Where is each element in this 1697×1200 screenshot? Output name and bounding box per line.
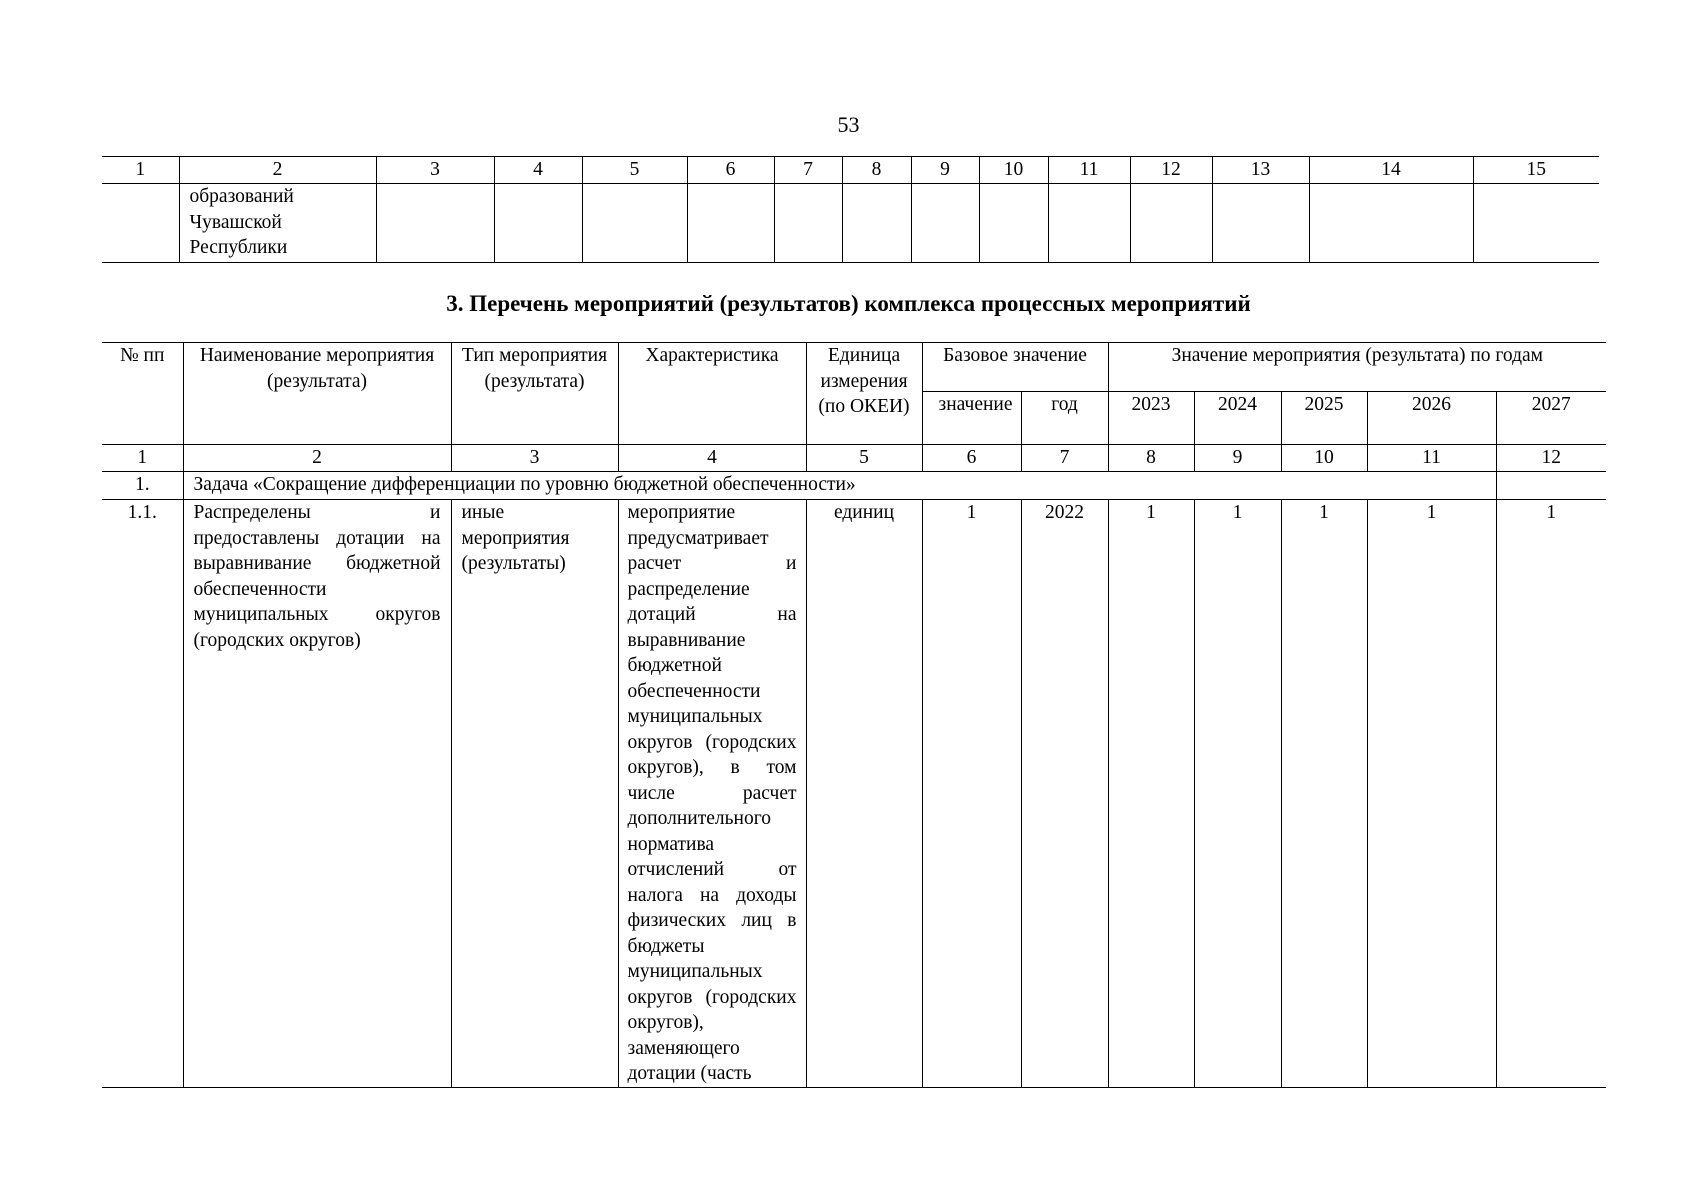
row-characteristic: мероприятие предусматривает расчет и распределение дотаций на выравнивание бюджетной обеспеченности муниципальных округов (городских округов), в том числе расчет дополнительного норматива отчислений от налога на доходы физических лиц в бюджеты муниципальных округов (городских округов), заменяющего дотации (часть: [618, 500, 806, 1088]
table-cell: [1496, 472, 1606, 500]
header-unit: Единица измерения (по ОКЕИ): [806, 343, 922, 445]
table-cell: образований Чувашской Республики: [179, 184, 376, 263]
header-year: 2024: [1194, 392, 1281, 445]
column-number: 12: [1496, 445, 1606, 472]
header-values-by-year: Значение мероприятия (результата) по годам: [1108, 343, 1606, 392]
header-year: 2026: [1367, 392, 1496, 445]
table-row: [102, 184, 1599, 263]
table-cell: [1048, 184, 1130, 263]
table-cell: [842, 184, 911, 263]
column-number: 5: [806, 445, 922, 472]
row-num: 1.1.: [102, 500, 183, 1088]
section-title: 3. Перечень мероприятий (результатов) комплекса процессных мероприятий: [446, 291, 1251, 316]
header-characteristic: Характеристика: [618, 343, 806, 445]
table-row: [102, 500, 1606, 1088]
task-row: [102, 472, 1606, 500]
table-cell: [774, 184, 842, 263]
row-unit: единиц: [806, 500, 922, 1088]
column-number: 7: [1021, 445, 1108, 472]
column-number: 6: [687, 157, 774, 184]
column-number: 1: [102, 157, 179, 184]
column-number: 14: [1309, 157, 1473, 184]
row-base-value: 1: [922, 500, 1021, 1088]
column-number: 8: [1108, 445, 1194, 472]
table-cell: [494, 184, 582, 263]
row-name: Распределены и предоставлены дотации на выравнивание бюджетной обеспеченности муниципальных округов (городских округов): [183, 500, 451, 1088]
column-number: 11: [1367, 445, 1496, 472]
header-base-year: год: [1021, 392, 1108, 445]
column-number: 15: [1473, 157, 1599, 184]
continuation-table: [102, 156, 1599, 263]
row-year-value: 1: [1108, 500, 1194, 1088]
table-cell: [1212, 184, 1309, 263]
table-cell: [687, 184, 774, 263]
table-cell: [582, 184, 687, 263]
column-number: 5: [582, 157, 687, 184]
header-name: Наименование мероприятия (результата): [183, 343, 451, 445]
table-cell: [911, 184, 979, 263]
task-num: 1.: [102, 472, 183, 500]
column-number: 3: [451, 445, 618, 472]
column-number: 6: [922, 445, 1021, 472]
column-number-row: [102, 445, 1606, 472]
table-cell: [979, 184, 1048, 263]
column-number: 13: [1212, 157, 1309, 184]
row-year-value: 1: [1281, 500, 1367, 1088]
table-cell: [1130, 184, 1212, 263]
column-number: 8: [842, 157, 911, 184]
page-number: 53: [837, 112, 860, 137]
column-number: 11: [1048, 157, 1130, 184]
column-number: 12: [1130, 157, 1212, 184]
header-year: 2025: [1281, 392, 1367, 445]
header-num: № пп: [102, 343, 183, 445]
row-year-value: 1: [1194, 500, 1281, 1088]
column-number: 2: [183, 445, 451, 472]
column-number: 9: [1194, 445, 1281, 472]
column-number: 4: [618, 445, 806, 472]
task-text: Задача «Сокращение дифференциации по уровню бюджетной обеспеченности»: [183, 472, 1496, 500]
column-number: 10: [1281, 445, 1367, 472]
column-number: 9: [911, 157, 979, 184]
table-cell: [1309, 184, 1473, 263]
header-base: Базовое значение: [922, 343, 1108, 392]
table-cell: [1473, 184, 1599, 263]
column-number: 2: [179, 157, 376, 184]
column-number: 1: [102, 445, 183, 472]
table-cell: [102, 184, 179, 263]
column-number-row: [102, 157, 1599, 184]
row-year-value: 1: [1496, 500, 1606, 1088]
events-table: [102, 342, 1606, 1088]
column-number: 3: [376, 157, 494, 184]
header-type: Тип мероприятия (результата): [451, 343, 618, 445]
column-number: 4: [494, 157, 582, 184]
column-number: 10: [979, 157, 1048, 184]
row-base-year: 2022: [1021, 500, 1108, 1088]
row-year-value: 1: [1367, 500, 1496, 1088]
row-type: иные мероприятия (результаты): [451, 500, 618, 1088]
column-number: 7: [774, 157, 842, 184]
header-year: 2023: [1108, 392, 1194, 445]
header-base-value: значение: [922, 392, 1021, 445]
table-cell: [376, 184, 494, 263]
header-row: [102, 343, 1606, 392]
header-year: 2027: [1496, 392, 1606, 445]
